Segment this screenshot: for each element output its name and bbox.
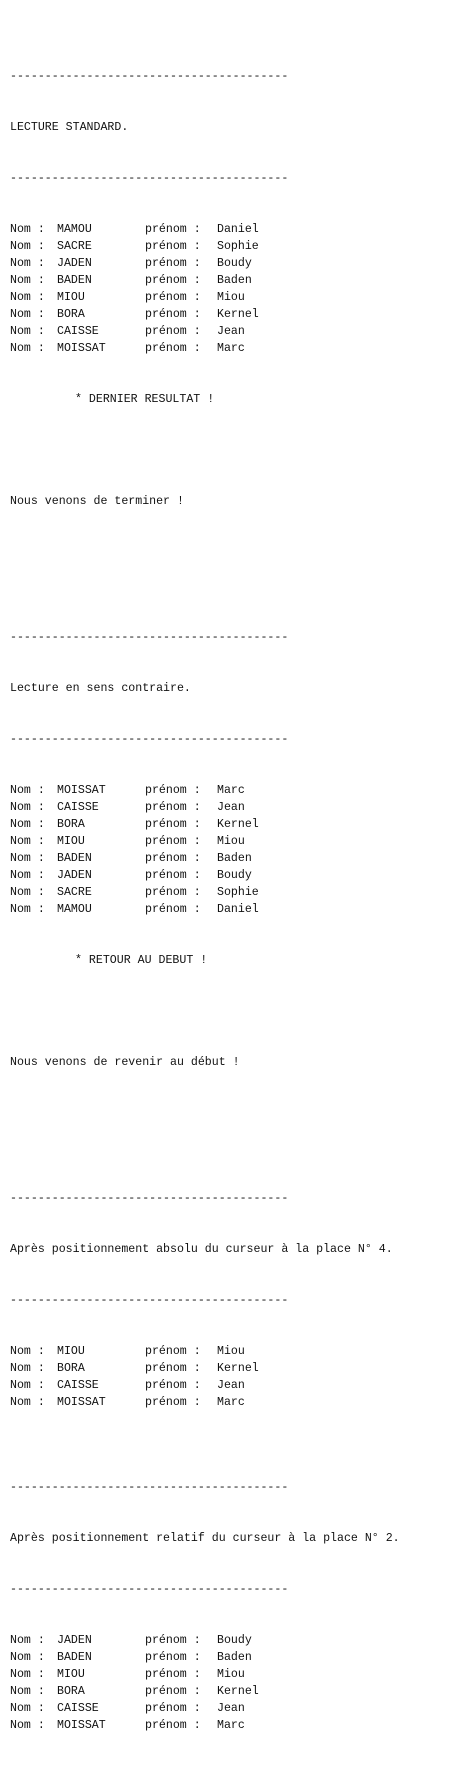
prenom-label: prénom :	[145, 257, 201, 270]
nom-value: JADEN	[57, 1634, 92, 1647]
separator-line: ----------------------------------------	[10, 1583, 289, 1596]
nom-value: BADEN	[57, 274, 92, 287]
result-row	[10, 867, 474, 884]
section-title-relative: Après positionnement relatif du curseur à la place N° 2.	[10, 1532, 400, 1545]
prenom-label: prénom :	[145, 1719, 201, 1732]
prenom-label: prénom :	[145, 835, 201, 848]
result-row	[10, 289, 474, 306]
prenom-value: Marc	[217, 1396, 245, 1409]
separator-line: ----------------------------------------	[10, 733, 289, 746]
prenom-label: prénom :	[145, 223, 201, 236]
result-row	[10, 1717, 474, 1734]
result-list-reverse	[10, 782, 474, 918]
prenom-label: prénom :	[145, 274, 201, 287]
prenom-value: Kernel	[217, 1362, 259, 1375]
result-row	[10, 221, 474, 238]
nom-value: MOISSAT	[57, 1719, 106, 1732]
prenom-label: prénom :	[145, 852, 201, 865]
prenom-value: Sophie	[217, 886, 259, 899]
prenom-value: Kernel	[217, 818, 259, 831]
prenom-value: Marc	[217, 1719, 245, 1732]
nom-value: MOISSAT	[57, 1396, 106, 1409]
result-row	[10, 1683, 474, 1700]
nom-value: MOISSAT	[57, 342, 106, 355]
prenom-value: Boudy	[217, 869, 252, 882]
nom-label: Nom :	[10, 1719, 45, 1732]
nom-value: BORA	[57, 1362, 85, 1375]
separator-line: ----------------------------------------	[10, 1481, 289, 1494]
result-row	[10, 340, 474, 357]
nom-label: Nom :	[10, 1668, 45, 1681]
prenom-label: prénom :	[145, 1379, 201, 1392]
prenom-label: prénom :	[145, 291, 201, 304]
nom-value: MAMOU	[57, 903, 92, 916]
nom-label: Nom :	[10, 818, 45, 831]
prenom-value: Baden	[217, 274, 252, 287]
nom-value: BORA	[57, 1685, 85, 1698]
result-row	[10, 1377, 474, 1394]
blank-line	[10, 1105, 474, 1122]
prenom-value: Sophie	[217, 240, 259, 253]
nom-value: BORA	[57, 818, 85, 831]
result-row	[10, 799, 474, 816]
prenom-value: Kernel	[217, 1685, 259, 1698]
nom-label: Nom :	[10, 1345, 45, 1358]
nom-value: MIOU	[57, 1345, 85, 1358]
nom-value: JADEN	[57, 257, 92, 270]
prenom-label: prénom :	[145, 1651, 201, 1664]
nom-value: BADEN	[57, 1651, 92, 1664]
prenom-label: prénom :	[145, 818, 201, 831]
nom-label: Nom :	[10, 240, 45, 253]
nom-label: Nom :	[10, 1651, 45, 1664]
prenom-value: Marc	[217, 342, 245, 355]
result-list-standard	[10, 221, 474, 357]
prenom-value: Jean	[217, 1702, 245, 1715]
back-to-start-marker: * RETOUR AU DEBUT !	[75, 954, 208, 967]
nom-label: Nom :	[10, 801, 45, 814]
separator-line: ----------------------------------------	[10, 631, 289, 644]
result-list-relative	[10, 1632, 474, 1734]
prenom-label: prénom :	[145, 1702, 201, 1715]
result-row	[10, 255, 474, 272]
result-row	[10, 816, 474, 833]
nom-value: CAISSE	[57, 1702, 99, 1715]
nom-label: Nom :	[10, 257, 45, 270]
result-list-absolute	[10, 1343, 474, 1411]
result-row	[10, 272, 474, 289]
nom-label: Nom :	[10, 1685, 45, 1698]
prenom-label: prénom :	[145, 1668, 201, 1681]
nom-label: Nom :	[10, 869, 45, 882]
result-row	[10, 1649, 474, 1666]
nom-label: Nom :	[10, 1362, 45, 1375]
prenom-label: prénom :	[145, 903, 201, 916]
nom-label: Nom :	[10, 223, 45, 236]
prenom-label: prénom :	[145, 325, 201, 338]
result-row	[10, 782, 474, 799]
result-row	[10, 833, 474, 850]
prenom-label: prénom :	[145, 886, 201, 899]
separator-line: ----------------------------------------	[10, 1192, 289, 1205]
prenom-value: Boudy	[217, 257, 252, 270]
prenom-label: prénom :	[145, 869, 201, 882]
prenom-label: prénom :	[145, 240, 201, 253]
prenom-value: Baden	[217, 852, 252, 865]
prenom-value: Boudy	[217, 1634, 252, 1647]
nom-label: Nom :	[10, 903, 45, 916]
last-result-marker: * DERNIER RESULTAT !	[75, 393, 215, 406]
nom-label: Nom :	[10, 1634, 45, 1647]
prenom-label: prénom :	[145, 308, 201, 321]
result-row	[10, 1394, 474, 1411]
prenom-label: prénom :	[145, 1362, 201, 1375]
result-row	[10, 1360, 474, 1377]
nom-label: Nom :	[10, 886, 45, 899]
nom-value: BADEN	[57, 852, 92, 865]
result-row	[10, 884, 474, 901]
blank-line	[10, 1003, 474, 1020]
nom-label: Nom :	[10, 852, 45, 865]
nom-value: CAISSE	[57, 801, 99, 814]
section-title-reverse: Lecture en sens contraire.	[10, 682, 191, 695]
nom-label: Nom :	[10, 1379, 45, 1392]
prenom-label: prénom :	[145, 1396, 201, 1409]
nom-value: SACRE	[57, 886, 92, 899]
nom-label: Nom :	[10, 325, 45, 338]
result-row	[10, 1700, 474, 1717]
prenom-value: Miou	[217, 1668, 245, 1681]
section-title-absolute: Après positionnement absolu du curseur à la place N° 4.	[10, 1243, 393, 1256]
result-row	[10, 1343, 474, 1360]
prenom-label: prénom :	[145, 1345, 201, 1358]
nom-value: MIOU	[57, 835, 85, 848]
separator-line: ----------------------------------------	[10, 70, 289, 83]
nom-label: Nom :	[10, 291, 45, 304]
prenom-value: Jean	[217, 325, 245, 338]
prenom-label: prénom :	[145, 1634, 201, 1647]
blank-line	[10, 442, 474, 459]
nom-value: JADEN	[57, 869, 92, 882]
nom-label: Nom :	[10, 342, 45, 355]
nom-value: MOISSAT	[57, 784, 106, 797]
nom-label: Nom :	[10, 274, 45, 287]
nom-label: Nom :	[10, 784, 45, 797]
prenom-label: prénom :	[145, 784, 201, 797]
prenom-value: Daniel	[217, 223, 259, 236]
nom-value: MAMOU	[57, 223, 92, 236]
prenom-label: prénom :	[145, 342, 201, 355]
nom-value: CAISSE	[57, 325, 99, 338]
nom-value: SACRE	[57, 240, 92, 253]
result-row	[10, 306, 474, 323]
result-row	[10, 323, 474, 340]
nom-label: Nom :	[10, 1396, 45, 1409]
nom-label: Nom :	[10, 308, 45, 321]
prenom-value: Kernel	[217, 308, 259, 321]
nom-label: Nom :	[10, 835, 45, 848]
prenom-label: prénom :	[145, 801, 201, 814]
return-message: Nous venons de revenir au début !	[10, 1056, 240, 1069]
separator-line: ----------------------------------------	[10, 1294, 289, 1307]
prenom-value: Daniel	[217, 903, 259, 916]
section-title-standard: LECTURE STANDARD.	[10, 121, 129, 134]
nom-value: BORA	[57, 308, 85, 321]
nom-value: MIOU	[57, 1668, 85, 1681]
prenom-value: Miou	[217, 835, 245, 848]
prenom-value: Miou	[217, 1345, 245, 1358]
result-row	[10, 1666, 474, 1683]
prenom-label: prénom :	[145, 1685, 201, 1698]
result-row	[10, 238, 474, 255]
prenom-value: Jean	[217, 1379, 245, 1392]
prenom-value: Marc	[217, 784, 245, 797]
nom-value: CAISSE	[57, 1379, 99, 1392]
prenom-value: Jean	[217, 801, 245, 814]
prenom-value: Baden	[217, 1651, 252, 1664]
result-row	[10, 850, 474, 867]
nom-value: MIOU	[57, 291, 85, 304]
result-row	[10, 1632, 474, 1649]
nom-label: Nom :	[10, 1702, 45, 1715]
blank-line	[10, 544, 474, 561]
result-row	[10, 901, 474, 918]
finish-message: Nous venons de terminer !	[10, 495, 184, 508]
separator-line: ----------------------------------------	[10, 172, 289, 185]
prenom-value: Miou	[217, 291, 245, 304]
